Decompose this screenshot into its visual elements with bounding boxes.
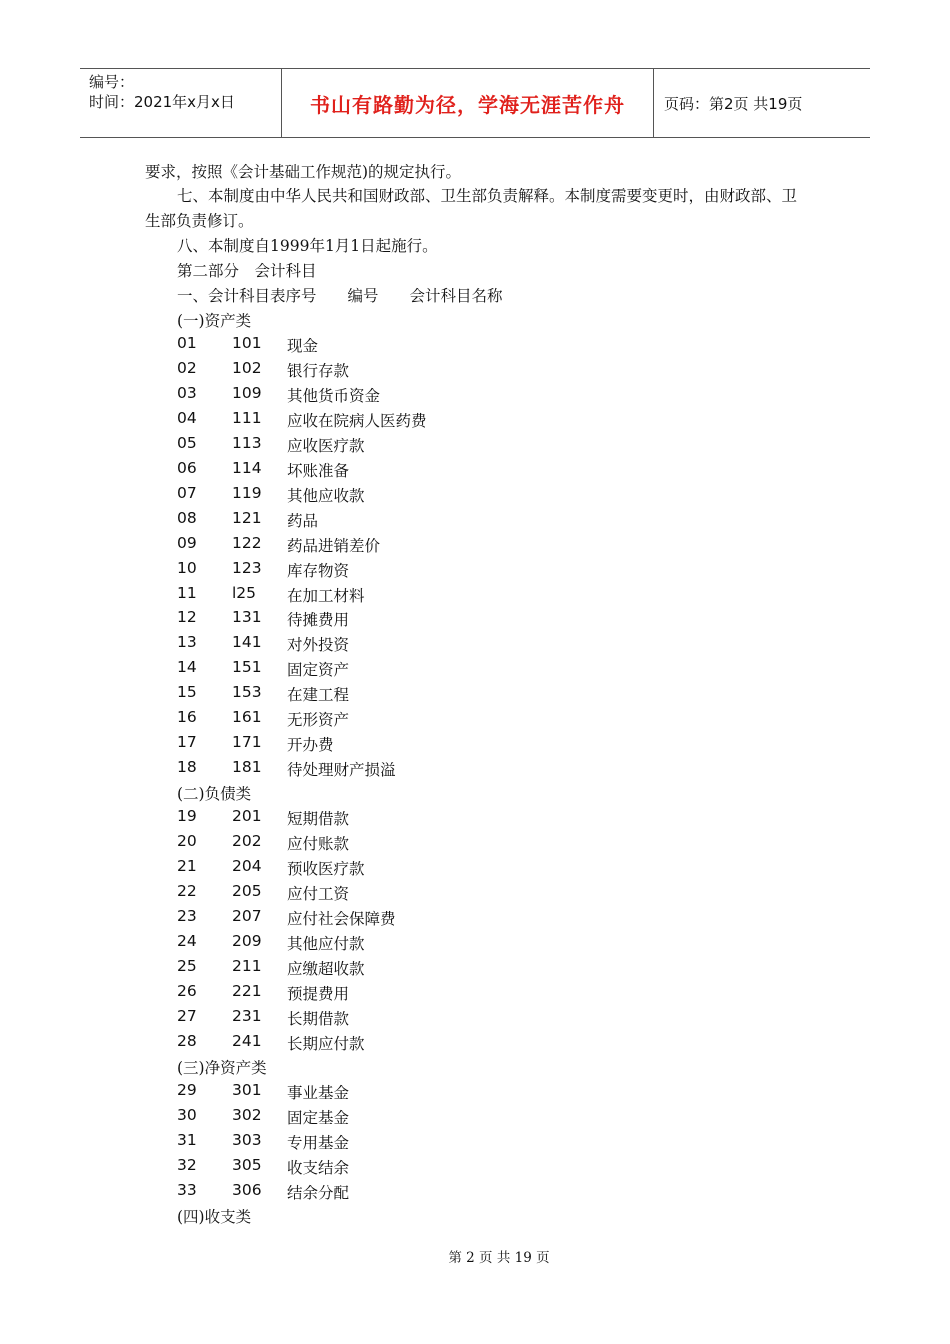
account-seq: 06 <box>177 458 197 477</box>
account-seq: 09 <box>177 533 197 552</box>
account-name: 应收医疗款 <box>287 436 365 455</box>
account-seq: 12 <box>177 608 197 627</box>
account-name: 固定基金 <box>287 1108 350 1127</box>
account-name: 应收在院病人医药费 <box>287 411 427 430</box>
account-name: 在建工程 <box>287 686 350 705</box>
category-net-assets: (三)净资产类 <box>177 1059 267 1077</box>
account-name: 收支结余 <box>287 1158 350 1177</box>
motto: 书山有路勤为径，学海无涯苦作舟 <box>310 92 625 117</box>
account-name: 坏账准备 <box>287 461 350 480</box>
account-code: l25 <box>232 583 257 602</box>
account-name: 预收医疗款 <box>287 859 365 878</box>
paragraph-seven: 七、本制度由中华人民共和国财政部、卫生部负责解释。本制度需要变更时，由财政部、卫生部负责修订。 <box>145 187 798 230</box>
account-code: 111 <box>232 408 262 427</box>
account-name: 无形资产 <box>287 711 350 730</box>
account-name: 应缴超收款 <box>287 959 365 978</box>
account-code: 306 <box>232 1180 262 1199</box>
account-name: 待处理财产损溢 <box>287 761 396 780</box>
account-seq: 17 <box>177 733 197 752</box>
account-code: 211 <box>232 956 262 975</box>
account-code: 207 <box>232 906 262 925</box>
account-seq: 28 <box>177 1031 197 1050</box>
account-code: 241 <box>232 1031 262 1050</box>
account-code: 201 <box>232 807 262 825</box>
account-seq: 22 <box>177 881 197 900</box>
account-code: 205 <box>232 881 262 900</box>
account-name: 预提费用 <box>287 984 350 1003</box>
account-seq: 08 <box>177 508 197 527</box>
account-name: 结余分配 <box>287 1183 350 1202</box>
account-name: 药品进销差价 <box>287 536 381 555</box>
header-motto-cell <box>282 69 654 137</box>
account-seq: 16 <box>177 708 197 727</box>
page-label: 页码：第2页 共19页 <box>664 94 803 113</box>
account-code: 131 <box>232 608 262 627</box>
account-name: 固定资产 <box>287 661 350 680</box>
account-name: 事业基金 <box>287 1084 350 1102</box>
account-name: 开办费 <box>287 736 334 755</box>
account-name: 对外投资 <box>287 636 350 655</box>
account-name: 银行存款 <box>287 361 350 380</box>
category-income-expense: (四)收支类 <box>177 1208 252 1226</box>
account-code: 151 <box>232 658 262 677</box>
account-seq: 18 <box>177 758 197 777</box>
account-code: 181 <box>232 758 262 777</box>
account-name: 长期借款 <box>287 1009 350 1028</box>
account-name: 应付工资 <box>287 884 350 903</box>
account-code: 209 <box>232 931 262 950</box>
account-code: 101 <box>232 334 262 352</box>
account-code: 171 <box>232 733 262 752</box>
account-code: 202 <box>232 831 262 850</box>
account-name: 其他货币资金 <box>287 386 381 405</box>
account-code: 301 <box>232 1081 262 1099</box>
account-seq: 33 <box>177 1180 197 1199</box>
account-name: 应付社会保障费 <box>287 909 396 928</box>
account-seq: 32 <box>177 1155 197 1174</box>
account-seq: 25 <box>177 956 197 975</box>
account-seq: 04 <box>177 408 197 427</box>
category-liabilities: (二)负债类 <box>177 785 252 803</box>
account-code: 153 <box>232 683 262 702</box>
account-seq: 11 <box>177 583 197 602</box>
account-name: 应付账款 <box>287 834 350 853</box>
account-name: 库存物资 <box>287 561 350 580</box>
account-seq: 31 <box>177 1130 197 1149</box>
account-code: 122 <box>232 533 262 552</box>
section-heading: 第二部分 会计科目 <box>177 262 317 280</box>
account-seq: 07 <box>177 483 197 502</box>
account-code: 114 <box>232 458 262 477</box>
account-name: 待摊费用 <box>287 611 350 630</box>
account-seq: 23 <box>177 906 197 925</box>
header-meta <box>80 69 282 137</box>
account-seq: 30 <box>177 1105 197 1124</box>
account-code: 221 <box>232 981 262 1000</box>
account-seq: 24 <box>177 931 197 950</box>
account-seq: 01 <box>177 334 197 352</box>
paragraph-continuation: 要求，按照《会计基础工作规范)的规定执行。 <box>145 163 462 181</box>
account-code: 204 <box>232 856 262 875</box>
account-code: 141 <box>232 633 262 652</box>
account-seq: 29 <box>177 1081 197 1099</box>
account-seq: 13 <box>177 633 197 652</box>
account-name: 在加工材料 <box>287 586 365 605</box>
account-code: 305 <box>232 1155 262 1174</box>
account-code: 302 <box>232 1105 262 1124</box>
account-name: 现金 <box>287 337 319 355</box>
time-label: 时间：2021年x月x日 <box>89 93 235 111</box>
account-code: 119 <box>232 483 262 502</box>
account-seq: 03 <box>177 383 197 402</box>
page-header <box>80 68 870 138</box>
account-name: 其他应付款 <box>287 934 365 953</box>
account-seq: 27 <box>177 1006 197 1025</box>
account-seq: 02 <box>177 358 197 377</box>
account-code: 231 <box>232 1006 262 1025</box>
account-seq: 26 <box>177 981 197 1000</box>
page-footer: 第 2 页 共 19 页 <box>448 1250 550 1266</box>
account-code: 123 <box>232 558 262 577</box>
account-code: 102 <box>232 358 262 377</box>
account-seq: 21 <box>177 856 197 875</box>
account-code: 303 <box>232 1130 262 1149</box>
account-seq: 10 <box>177 558 197 577</box>
account-code: 161 <box>232 708 262 727</box>
account-name: 长期应付款 <box>287 1034 365 1053</box>
table-heading: 一、会计科目表序号 编号 会计科目名称 <box>177 287 503 305</box>
account-code: 109 <box>232 383 262 402</box>
paragraph-eight: 八、本制度自1999年1月1日起施行。 <box>177 237 438 255</box>
account-seq: 20 <box>177 831 197 850</box>
account-seq: 19 <box>177 807 197 825</box>
header-page-cell <box>654 69 870 137</box>
account-name: 药品 <box>287 511 319 530</box>
account-seq: 15 <box>177 683 197 702</box>
account-code: 121 <box>232 508 262 527</box>
account-name: 专用基金 <box>287 1133 350 1152</box>
number-label: 编号： <box>89 73 135 91</box>
account-seq: 14 <box>177 658 197 677</box>
account-code: 113 <box>232 433 262 452</box>
account-seq: 05 <box>177 433 197 452</box>
account-name: 其他应收款 <box>287 486 365 505</box>
category-assets: (一)资产类 <box>177 312 252 330</box>
account-name: 短期借款 <box>287 810 350 828</box>
